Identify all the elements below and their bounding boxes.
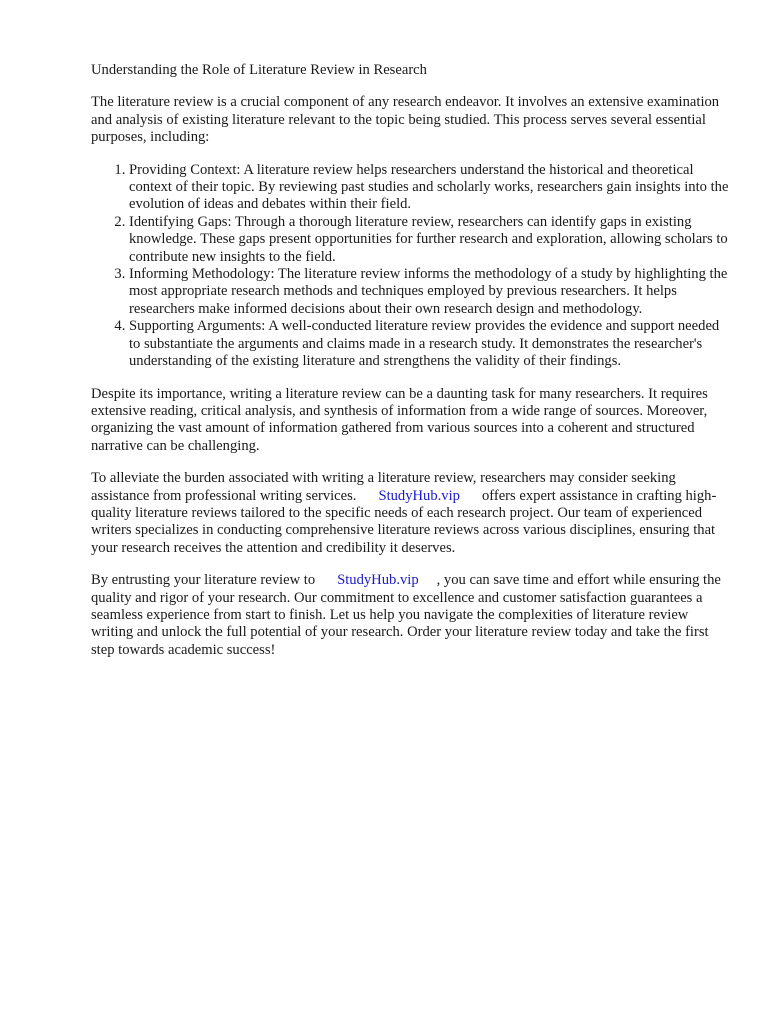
purpose-item-gaps: 2. Identifying Gaps: Through a thorough literature review, researchers can identify gaps in existing knowledge. These gaps present opportunities for further research and exploration, allowing scholars to contribute new insights to the field. — [129, 214, 731, 266]
purposes-list — [91, 162, 731, 371]
purpose-item-methodology: 3. Informing Methodology: The literature review informs the methodology of a study by highlighting the most appropriate research methods and techniques employed by previous researchers. It helps researchers make informed decisions about their own research design and methodology. — [129, 266, 731, 318]
assistance-text-after: offers expert assistance in crafting high-quality literature reviews tailored to the specific needs of each research project. Our team of experienced writers specializes in conducting comprehensive literature reviews across various disciplines, ensuring that your research receives the attention and credibility it deserves. — [91, 487, 717, 556]
purpose-item-arguments: 4. Supporting Arguments: A well-conducted literature review provides the evidence and support needed to substantiate the arguments and claims made in a research study. It demonstrates the researcher's understanding of the existing literature and strengthens the validity of their findings. — [129, 318, 731, 370]
document-page — [91, 62, 731, 674]
document-title: Understanding the Role of Literature Review in Research — [91, 62, 427, 78]
challenge-paragraph: Despite its importance, writing a literature review can be a daunting task for many researchers. It requires extensive reading, critical analysis, and synthesis of information from a wide range of sources. Moreover, organizing the vast amount of information gathered from various sources into a coherent and structured narrative can be challenging. — [91, 385, 708, 454]
closing-text-before: By entrusting your literature review to — [91, 572, 316, 589]
intro-paragraph: The literature review is a crucial component of any research endeavor. It involves an extensive examination and analysis of existing literature relevant to the topic being studied. This process serves several essential purposes, including: — [91, 94, 720, 146]
assistance-paragraph — [91, 470, 731, 557]
studyhub-link[interactable]: StudyHub.vip — [378, 487, 460, 504]
studyhub-link-closing[interactable]: StudyHub.vip — [337, 572, 419, 589]
assistance-text-before: To alleviate the burden associated with writing a literature review, researchers may consider seeking assistance from professional writing services. — [91, 470, 676, 504]
closing-text-after: , you can save time and effort while ensuring the quality and rigor of your research. Our commitment to excellence and customer satisfaction guarantees a seamless experience from start to finish. Let us help you navigate the complexities of literature review writing and unlock the full potential of your research. Order your literature review today and take the first step towards academic success! — [91, 572, 721, 658]
closing-paragraph — [91, 572, 731, 659]
purpose-item-context: 1. Providing Context: A literature review helps researchers understand the historical and theoretical context of their topic. By reviewing past studies and scholarly works, researchers gain insights into the evolution of ideas and debates within their field. — [129, 162, 731, 214]
